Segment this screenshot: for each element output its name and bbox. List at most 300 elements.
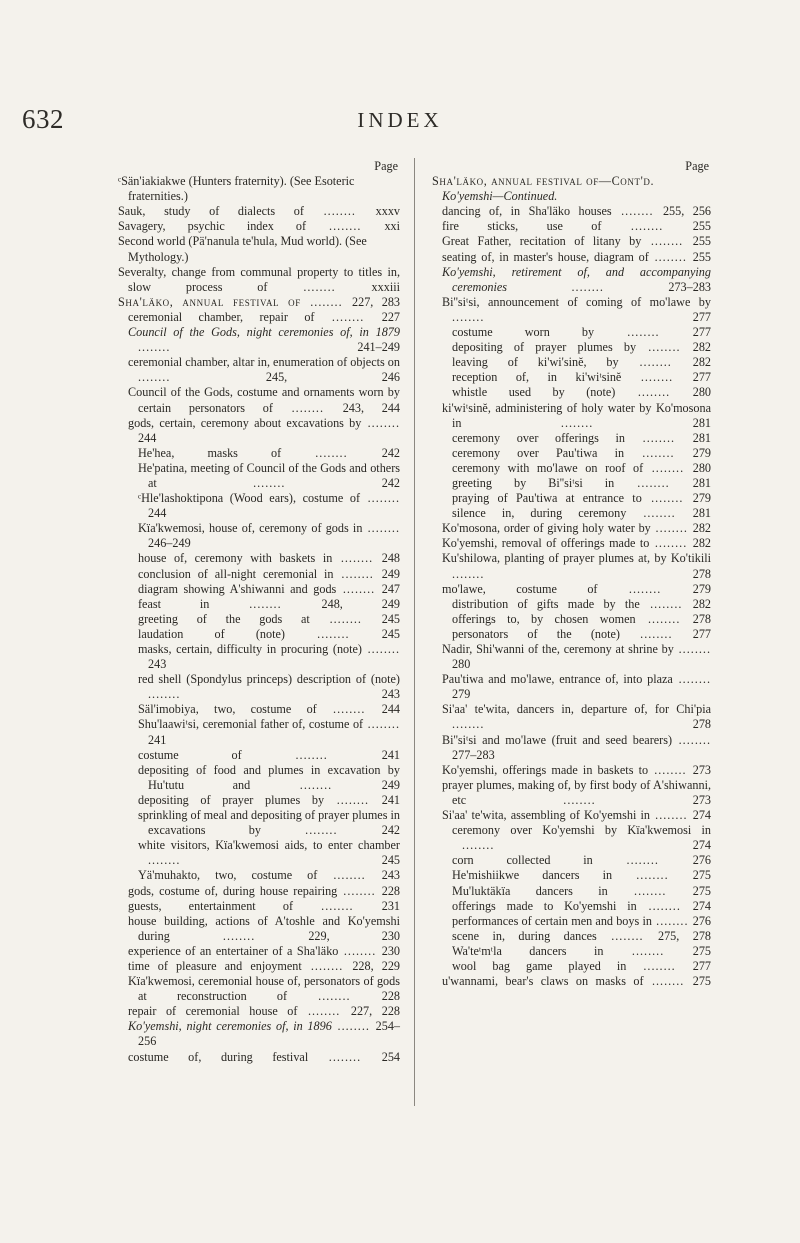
entry-page: 255 — [692, 249, 711, 264]
entry-text: Severalty, change from communal property to titles in, slow process of — [118, 264, 400, 294]
entry-text: offerings made to Ko'yemshi in — [452, 898, 637, 913]
index-entry — [118, 204, 400, 219]
index-entry — [432, 476, 711, 491]
entry-text: repair of ceremonial house of — [128, 1004, 298, 1019]
entry-page: xxxiii — [371, 279, 400, 294]
index-entry — [432, 672, 711, 702]
dot-leader: ........ — [306, 219, 385, 234]
dot-leader: ........ — [452, 309, 693, 324]
dot-leader: ........ — [360, 491, 401, 506]
dot-leader: ........ — [672, 672, 711, 687]
entry-page: 282 — [692, 596, 711, 611]
entry-text: guests, entertainment of — [128, 898, 294, 913]
entry-page: 274 — [692, 808, 711, 823]
entry-page: 242 — [381, 475, 400, 490]
entry-text: silence in, during ceremony — [452, 506, 627, 521]
dot-leader: ........ — [672, 732, 712, 747]
index-entry — [118, 1019, 400, 1049]
index-entry — [432, 250, 711, 265]
index-entry — [118, 899, 400, 914]
index-entry — [118, 763, 400, 793]
index-entry — [118, 748, 400, 763]
entry-text: personators of the (note) — [452, 626, 620, 641]
index-entry — [118, 808, 400, 838]
entry-page: 280 — [452, 657, 471, 672]
entry-text: Sha'läko, annual festival of — [118, 294, 301, 309]
entry-page: 242 — [381, 823, 401, 838]
dot-leader: ........ — [639, 596, 693, 611]
entry-text: Savagery, psychic index of — [118, 219, 307, 234]
index-entry — [432, 929, 711, 944]
entry-page: 282 — [692, 355, 712, 370]
index-entry — [432, 612, 711, 627]
dot-leader: ........ — [337, 883, 382, 898]
entry-page: 241–249 — [357, 340, 400, 355]
entry-text: Ko'mosona, order of giving holy water by — [442, 521, 651, 536]
entry-page: 275 — [692, 883, 711, 898]
dot-leader: ........ — [284, 626, 382, 641]
index-entry — [432, 551, 711, 581]
entry-text: ceremony with mo'lawe on roof of — [452, 460, 644, 475]
entry-text: ceremonial chamber, altar in, enumeration of objects on — [128, 355, 400, 370]
entry-page: 255 — [692, 234, 712, 249]
index-entry — [118, 385, 400, 415]
dot-leader: ........ — [338, 943, 382, 958]
entry-page: 244 — [381, 702, 400, 717]
entry-page: 249 — [381, 777, 400, 792]
dot-leader: ........ — [301, 958, 353, 973]
dot-leader: ........ — [209, 596, 322, 611]
page-label: Page — [685, 159, 709, 173]
index-entry — [118, 219, 400, 234]
entry-text: ceremony over Pau'tiwa in — [452, 445, 625, 460]
index-entry — [432, 733, 711, 763]
dot-leader: ........ — [643, 974, 693, 989]
entry-page: 228 — [381, 883, 400, 898]
index-entry — [118, 884, 400, 899]
index-entry — [118, 551, 400, 566]
dot-leader: ........ — [507, 279, 669, 294]
index-entry — [118, 793, 400, 808]
entry-text: Mu'luktäkïa dancers in — [452, 883, 608, 898]
entry-text: house of, ceremony with baskets in — [138, 551, 333, 566]
entry-text: ᶜSän'iakiakwe (Hunters fraternity). (See Esoteric fraternities.) — [118, 174, 355, 204]
entry-page: 242 — [381, 445, 400, 460]
entry-page: 247 — [381, 581, 400, 596]
index-entry — [432, 627, 711, 642]
index-entry — [118, 838, 400, 868]
entry-text: u'wannami, bear's claws on masks of — [442, 974, 644, 989]
dot-leader: ........ — [452, 717, 693, 732]
dot-leader: ........ — [626, 958, 693, 973]
index-entry — [432, 401, 711, 431]
index-entry — [432, 944, 711, 959]
index-entry — [432, 899, 711, 914]
dot-leader: ........ — [648, 249, 693, 264]
dot-leader: ........ — [650, 808, 693, 823]
index-entry — [118, 174, 400, 204]
dot-leader: ........ — [293, 898, 382, 913]
entry-text: conclusion of all-night ceremonial in — [138, 566, 334, 581]
entry-page: 274 — [692, 898, 711, 913]
index-entry-list — [118, 174, 400, 1065]
entry-page: 243 — [148, 657, 167, 672]
entry-page: 227, 228 — [350, 1004, 400, 1019]
index-entry — [432, 265, 711, 295]
index-entry — [432, 234, 711, 249]
entry-text: leaving of ki'wi'sinĕ, by — [452, 355, 619, 370]
dot-leader: ........ — [316, 702, 382, 717]
entry-text: fire sticks, use of — [442, 219, 602, 234]
index-entry — [118, 521, 400, 551]
entry-text: feast in — [138, 596, 210, 611]
dot-leader: ........ — [138, 370, 266, 385]
entry-page: 249 — [381, 566, 400, 581]
index-entry — [118, 944, 400, 959]
index-entry — [118, 642, 400, 672]
dot-leader: ........ — [250, 777, 382, 792]
entry-text: greeting by Bi''siᵗsi in — [452, 475, 615, 490]
dot-leader: ........ — [651, 913, 693, 928]
entry-page: 243, 244 — [342, 400, 400, 415]
entry-text: prayer plumes, making of, by first body of A'shiwanni, etc — [442, 777, 711, 807]
dot-leader: ........ — [331, 1019, 376, 1034]
index-entry — [432, 582, 711, 597]
entry-page: 279 — [692, 445, 711, 460]
entry-page: 246–249 — [148, 536, 191, 551]
dot-leader: ........ — [363, 717, 400, 732]
entry-page: 245 — [381, 853, 400, 868]
index-entry — [118, 959, 400, 974]
dot-leader: ........ — [594, 325, 693, 340]
index-entry — [432, 884, 711, 899]
entry-page: 228 — [381, 989, 400, 1004]
entry-text: costume of, during festival — [128, 1049, 309, 1064]
dot-leader: ........ — [336, 581, 382, 596]
entry-page: 248, 249 — [321, 596, 401, 611]
index-entry — [432, 385, 711, 400]
index-entry — [432, 219, 711, 234]
index-entry — [432, 536, 711, 551]
entry-text: experience of an entertainer of a Sha'läko — [128, 943, 339, 958]
dot-leader: ........ — [169, 928, 309, 943]
index-entry — [432, 808, 711, 823]
dot-leader: ........ — [596, 928, 658, 943]
entry-text: masks, certain, difficulty in procuring (note) — [138, 642, 362, 656]
entry-page: 241 — [148, 732, 167, 747]
dot-leader: ........ — [156, 475, 382, 490]
index-entry — [118, 612, 400, 627]
dot-leader: ........ — [673, 642, 712, 656]
index-entry — [118, 446, 400, 461]
entry-text: Ko'yemshi, night ceremonies of, in 1896 — [128, 1019, 332, 1034]
entry-page: 282 — [692, 340, 711, 355]
entry-page: 275 — [692, 974, 712, 989]
dot-leader: ........ — [314, 309, 382, 324]
entry-page: 230 — [381, 943, 400, 958]
entry-text: laudation of (note) — [138, 626, 285, 641]
index-entry — [118, 461, 400, 491]
entry-page: 244 — [138, 430, 157, 445]
dot-leader: ........ — [452, 566, 693, 581]
entry-page: 279 — [692, 491, 712, 506]
entry-page: 278 — [692, 566, 711, 581]
dot-leader: ........ — [267, 279, 372, 294]
entry-page: xxxv — [375, 204, 400, 219]
entry-text: corn collected in — [452, 853, 593, 868]
entry-page: 243 — [381, 868, 401, 883]
index-entry — [118, 265, 400, 295]
entry-page: 280 — [692, 385, 711, 400]
index-column-right — [432, 159, 711, 989]
entry-text: Wa'teᵗmᵗla dancers in — [452, 943, 604, 958]
entry-page: 277–283 — [452, 747, 495, 762]
entry-page: 241 — [381, 792, 400, 807]
dot-leader: ........ — [361, 415, 400, 430]
index-entry — [432, 853, 711, 868]
index-entry — [118, 868, 400, 883]
entry-text: gods, costume of, during house repairing — [128, 883, 338, 898]
entry-text: wool bag game played in — [452, 958, 627, 973]
entry-page: 282 — [692, 521, 712, 536]
entry-page: 254–256 — [138, 1019, 401, 1049]
index-entry — [432, 295, 711, 325]
index-entry — [118, 974, 400, 1004]
entry-text: scene in, during dances — [452, 928, 597, 943]
entry-text: diagram showing A'shiwanni and gods — [138, 581, 337, 596]
dot-leader: ........ — [636, 898, 693, 913]
index-entry — [432, 702, 711, 732]
entry-text: ki'wiᵗsinĕ, administering of holy water by Ko'mosona in — [442, 400, 711, 430]
entry-text: ceremony over offerings in — [452, 430, 625, 445]
entry-page: 278 — [692, 717, 711, 732]
entry-page: 279 — [692, 581, 711, 596]
dot-leader: ........ — [603, 943, 693, 958]
entry-text: white visitors, Kïa'kwemosi aids, to enter chamber — [138, 838, 400, 853]
entry-page: 280 — [692, 460, 711, 475]
entry-text: Council of the Gods, night ceremonies of, in 1879 — [128, 325, 400, 340]
dot-leader: ........ — [601, 219, 693, 234]
dot-leader: ........ — [297, 1004, 351, 1019]
entry-page: 245 — [381, 626, 401, 641]
dot-leader: ........ — [635, 611, 693, 626]
dot-leader: ........ — [636, 340, 693, 355]
index-entry — [432, 491, 711, 506]
entry-page: 245 — [381, 611, 400, 626]
entry-text: Shu'laawiᵗsi, ceremonial father of, costume of — [138, 717, 364, 732]
dot-leader: ........ — [614, 475, 693, 490]
index-entry — [118, 672, 400, 702]
dot-leader: ........ — [648, 762, 693, 777]
entry-page: 274 — [692, 838, 711, 853]
index-entry — [432, 325, 711, 340]
entry-page: xxi — [384, 219, 401, 234]
dot-leader: ........ — [626, 506, 693, 521]
entry-text: mo'lawe, costume of — [442, 581, 598, 596]
dot-leader: ........ — [138, 340, 358, 355]
index-column-left — [118, 159, 400, 1065]
entry-text: dancing of, in Sha'läko houses — [442, 204, 612, 219]
index-entry — [432, 189, 711, 204]
entry-text: Great Father, recitation of litany by — [442, 234, 642, 249]
entry-page: 277 — [692, 626, 711, 641]
entry-page: 255, 256 — [662, 204, 712, 219]
page-header — [0, 104, 800, 134]
dot-leader: ........ — [333, 566, 382, 581]
dot-leader: ........ — [619, 626, 693, 641]
entry-page: 282 — [692, 536, 711, 551]
dot-leader: ........ — [643, 460, 693, 475]
entry-page: 275 — [692, 868, 712, 883]
entry-page: 281 — [692, 475, 711, 490]
dot-leader: ........ — [300, 294, 353, 309]
dot-leader: ........ — [462, 838, 693, 853]
index-entry — [432, 959, 711, 974]
dot-leader: ........ — [612, 868, 693, 883]
entry-text: time of pleasure and enjoyment — [128, 958, 302, 973]
dot-leader: ........ — [324, 792, 382, 807]
entry-text: Pau'tiwa and mo'lawe, entrance of, into plaza — [442, 672, 673, 687]
entry-text: Sauk, study of dialects of — [118, 204, 304, 219]
entry-text: Ko'yemshi—Continued. — [442, 189, 558, 204]
dot-leader: ........ — [621, 370, 693, 385]
column-divider — [414, 158, 415, 1106]
entry-page: 244 — [148, 506, 167, 521]
dot-leader: ........ — [607, 883, 693, 898]
index-entry — [118, 627, 400, 642]
dot-leader: ........ — [649, 536, 693, 551]
page-number: 632 — [22, 104, 64, 134]
index-entry — [118, 310, 400, 325]
dot-leader: ........ — [466, 792, 693, 807]
index-entry — [432, 914, 711, 929]
index-entry — [432, 521, 711, 536]
entry-text: offerings to, by chosen women — [452, 611, 636, 626]
dot-leader: ........ — [641, 234, 693, 249]
entry-text: Ko'yemshi, retirement of, and accompanying ceremonies — [442, 264, 711, 294]
entry-text: praying of Pau'tiwa at entrance to — [452, 491, 642, 506]
dot-leader: ........ — [308, 1049, 382, 1064]
entry-text: Si'aa' te'wita, dancers in, departure of, for Chi'pia — [442, 702, 711, 717]
entry-text: He'mishiikwe dancers in — [452, 868, 613, 883]
entry-text: He'patina, meeting of Council of the Gods and others at — [138, 460, 400, 490]
entry-page: 231 — [381, 898, 401, 913]
dot-leader: ........ — [650, 521, 693, 536]
dot-leader: ........ — [148, 687, 382, 702]
index-entry — [432, 446, 711, 461]
entry-text: red shell (Spondylus princeps) description of (note) — [138, 672, 400, 687]
entry-text: performances of certain men and boys in — [452, 913, 652, 928]
entry-page: 275 — [692, 943, 711, 958]
entry-page: 229, 230 — [308, 928, 400, 943]
entry-page: 243 — [381, 687, 400, 702]
entry-page: 245, 246 — [265, 370, 401, 385]
entry-text: costume of — [138, 747, 242, 762]
dot-leader: ........ — [624, 430, 693, 445]
entry-page: 248 — [381, 551, 400, 566]
entry-text: greeting of the gods at — [138, 611, 310, 626]
entry-text: Bi''siᵗsi, announcement of coming of mo'lawe by — [442, 294, 711, 309]
dot-leader: ........ — [641, 491, 693, 506]
index-entry — [432, 340, 711, 355]
dot-leader: ........ — [148, 853, 382, 868]
index-entry — [118, 355, 400, 385]
index-entry — [118, 234, 400, 264]
dot-leader: ........ — [611, 204, 663, 219]
entry-text: ceremonial chamber, repair of — [128, 309, 315, 324]
dot-leader: ........ — [332, 551, 382, 566]
index-entry-list — [432, 189, 711, 989]
dot-leader: ........ — [260, 823, 382, 838]
index-entry — [118, 567, 400, 582]
entry-page: 281 — [692, 430, 711, 445]
entry-page: 255 — [692, 219, 711, 234]
entry-text: sprinkling of meal and depositing of prayer plumes in excavations by — [138, 808, 400, 838]
entry-page: 227, 283 — [352, 294, 401, 309]
entry-text: seating of, in master's house, diagram of — [442, 249, 649, 264]
entry-page: 277 — [692, 325, 711, 340]
index-entry — [432, 506, 711, 521]
entry-page: 277 — [692, 958, 711, 973]
index-entry — [118, 491, 400, 521]
entry-text: Second world (Pä'nanula te'hula, Mud world). (See Mythology.) — [118, 234, 367, 264]
entry-text: depositing of prayer plumes by — [138, 792, 325, 807]
entry-text: Ko'yemshi, offerings made in baskets to — [442, 762, 649, 777]
index-entry — [432, 823, 711, 853]
entry-text: reception of, in ki'wiᵗsinĕ — [452, 370, 622, 385]
entry-page: 273 — [692, 762, 711, 777]
entry-page: 254 — [381, 1049, 400, 1064]
dot-leader: ........ — [362, 521, 401, 536]
entry-page: 227 — [381, 309, 401, 324]
entry-text: whistle used by (note) — [452, 385, 616, 400]
dot-leader: ........ — [362, 642, 401, 656]
index-entry — [118, 1050, 400, 1065]
entry-text: gods, certain, ceremony about excavations by — [128, 415, 362, 430]
index-entry — [118, 597, 400, 612]
entry-text: Yä'muhakto, two, costume of — [138, 868, 318, 883]
dot-leader: ........ — [615, 385, 693, 400]
entry-text: Säl'imobiya, two, costume of — [138, 702, 317, 717]
entry-page: 273 — [692, 792, 711, 807]
entry-page: 277 — [692, 370, 711, 385]
index-entry — [118, 717, 400, 747]
index-entry — [432, 204, 711, 219]
entry-text: distribution of gifts made by the — [452, 596, 640, 611]
entry-text: Nadir, Shi'wanni of the, ceremony at shrine by — [442, 642, 674, 656]
index-entry — [118, 914, 400, 944]
continued-heading: Sha'läko, annual festival of—Cont'd. — [432, 174, 655, 189]
dot-leader: ........ — [597, 581, 693, 596]
index-entry — [118, 1004, 400, 1019]
index-entry — [118, 295, 400, 310]
entry-page: 279 — [452, 687, 471, 702]
dot-leader: ........ — [287, 989, 382, 1004]
index-entry — [432, 370, 711, 385]
entry-text: depositing of food and plumes in excavation by Hu'tutu and — [138, 762, 400, 792]
entry-page: 281 — [692, 506, 711, 521]
dot-leader: ........ — [592, 853, 693, 868]
entry-text: costume worn by — [452, 325, 595, 340]
index-entry — [118, 325, 400, 355]
entry-text: Ko'yemshi, removal of offerings made to — [442, 536, 650, 551]
entry-text: Kïa'kwemosi, house of, ceremony of gods in — [138, 521, 363, 536]
entry-page: 278 — [692, 611, 712, 626]
index-entry — [432, 778, 711, 808]
index-entry — [432, 868, 711, 883]
page-label: Page — [374, 159, 398, 173]
dot-leader: ........ — [303, 204, 376, 219]
